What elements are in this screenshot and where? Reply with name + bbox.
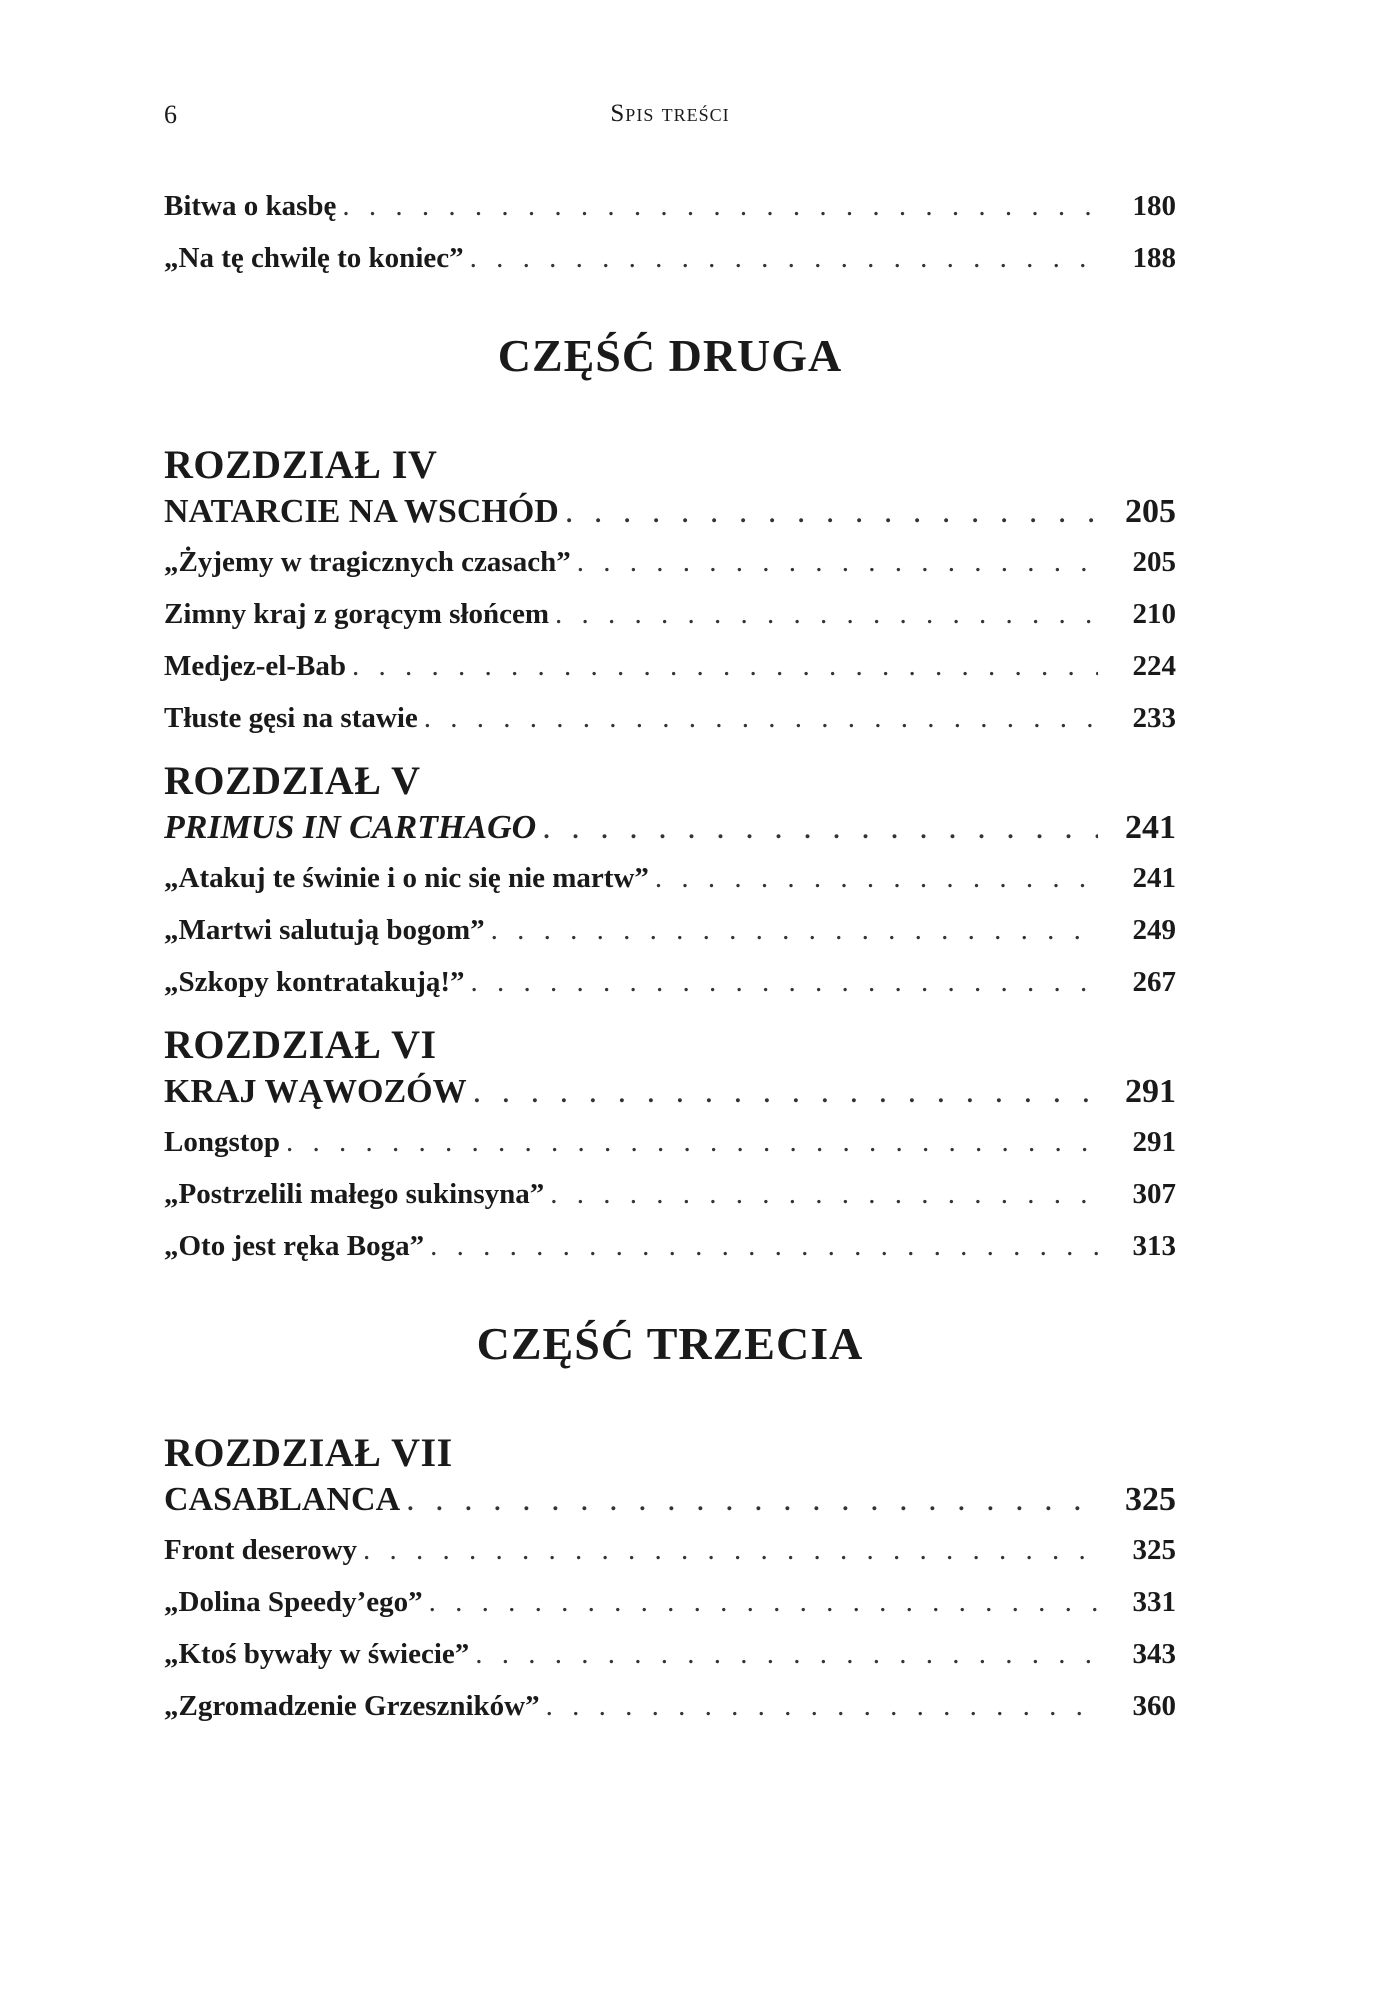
chapter-title-entry[interactable]	[164, 804, 1176, 852]
entry-title: „Atakuj te świnie i o nic się nie martw”	[164, 862, 649, 894]
toc-entry[interactable]	[164, 1220, 1176, 1272]
entry-title: Medjez-el-Bab	[164, 650, 346, 682]
chapter-label: ROZDZIAŁ VI	[164, 1022, 437, 1067]
toc-entry[interactable]	[164, 1116, 1176, 1168]
entry-page: 188	[1132, 242, 1176, 274]
running-title: Spis treści	[610, 100, 730, 127]
entry-title: „Oto jest ręka Boga”	[164, 1230, 425, 1262]
chapter-label: ROZDZIAŁ VII	[164, 1430, 453, 1475]
entry-title: „Zgromadzenie Grzeszników”	[164, 1690, 540, 1722]
entry-page: 343	[1132, 1638, 1176, 1670]
entry-title: „Żyjemy w tragicznych czasach”	[164, 546, 571, 578]
dot-leader	[470, 232, 1098, 284]
toc-entry[interactable]	[164, 1576, 1176, 1628]
running-head	[164, 100, 1176, 140]
entry-page: 233	[1132, 702, 1176, 734]
toc-entry[interactable]	[164, 536, 1176, 588]
table-of-contents	[164, 180, 1176, 1732]
entry-title: „Ktoś bywały w świecie”	[164, 1638, 470, 1670]
dot-leader	[406, 1476, 1098, 1524]
entry-title: Bitwa o kasbę	[164, 190, 337, 222]
toc-entry[interactable]	[164, 1524, 1176, 1576]
dot-leader	[352, 640, 1098, 692]
toc-entry[interactable]	[164, 1628, 1176, 1680]
part-heading: CZĘŚĆ TRZECIA	[476, 1318, 864, 1369]
entry-page: 291	[1125, 1073, 1176, 1110]
entry-page: 205	[1125, 493, 1176, 530]
chapter-title-entry[interactable]	[164, 1476, 1176, 1524]
toc-entry[interactable]	[164, 852, 1176, 904]
entry-page: 313	[1132, 1230, 1176, 1262]
entry-page: 291	[1132, 1126, 1176, 1158]
dot-leader	[565, 488, 1098, 536]
dot-leader	[430, 1220, 1098, 1272]
toc-entry[interactable]	[164, 692, 1176, 744]
entry-title: „Dolina Speedy’ego”	[164, 1586, 423, 1618]
entry-page: 241	[1132, 862, 1176, 894]
dot-leader	[424, 692, 1098, 744]
dot-leader	[473, 1068, 1098, 1116]
entry-page: 360	[1132, 1690, 1176, 1722]
entry-title: „Na tę chwilę to koniec”	[164, 242, 464, 274]
entry-title: „Postrzelili małego sukinsyna”	[164, 1178, 545, 1210]
entry-title: Zimny kraj z gorącym słońcem	[164, 598, 549, 630]
dot-leader	[577, 536, 1098, 588]
entry-page: 241	[1125, 809, 1176, 846]
entry-title: „Szkopy kontratakują!”	[164, 966, 465, 998]
entry-page: 307	[1132, 1178, 1176, 1210]
entry-page: 249	[1132, 914, 1176, 946]
dot-leader	[550, 1168, 1098, 1220]
chapter-title: CASABLANCA	[164, 1481, 401, 1518]
toc-entry[interactable]	[164, 904, 1176, 956]
entry-page: 267	[1132, 966, 1176, 998]
toc-entry[interactable]	[164, 956, 1176, 1008]
entry-title: Tłuste gęsi na stawie	[164, 702, 418, 734]
entry-page: 180	[1132, 190, 1176, 222]
chapter-label: ROZDZIAŁ IV	[164, 442, 438, 487]
dot-leader	[286, 1116, 1098, 1168]
chapter-title: KRAJ WĄWOZÓW	[164, 1073, 467, 1110]
toc-entry[interactable]	[164, 640, 1176, 692]
entry-title: Front deserowy	[164, 1534, 358, 1566]
dot-leader	[429, 1576, 1098, 1628]
dot-leader	[542, 804, 1098, 852]
dot-leader	[555, 588, 1098, 640]
dot-leader	[475, 1628, 1098, 1680]
entry-page: 325	[1132, 1534, 1176, 1566]
dot-leader	[491, 904, 1098, 956]
toc-entry[interactable]	[164, 180, 1176, 232]
chapter-title: PRIMUS IN CARTHAGO	[164, 809, 537, 846]
dot-leader	[363, 1524, 1098, 1576]
dot-leader	[546, 1680, 1098, 1732]
toc-entry[interactable]	[164, 1168, 1176, 1220]
dot-leader	[471, 956, 1098, 1008]
chapter-title-entry[interactable]	[164, 488, 1176, 536]
entry-title: Longstop	[164, 1126, 281, 1158]
entry-page: 224	[1132, 650, 1176, 682]
entry-page: 210	[1132, 598, 1176, 630]
dot-leader	[342, 180, 1098, 232]
toc-entry[interactable]	[164, 588, 1176, 640]
entry-title: „Martwi salutują bogom”	[164, 914, 485, 946]
toc-entry[interactable]	[164, 1680, 1176, 1732]
dot-leader	[655, 852, 1098, 904]
part-heading: CZĘŚĆ DRUGA	[497, 330, 843, 381]
page-number: 6	[164, 100, 177, 129]
chapter-title-entry[interactable]	[164, 1068, 1176, 1116]
entry-page: 331	[1132, 1586, 1176, 1618]
chapter-title: NATARCIE NA WSCHÓD	[164, 493, 559, 530]
toc-entry[interactable]	[164, 232, 1176, 284]
entry-page: 205	[1132, 546, 1176, 578]
chapter-label: ROZDZIAŁ V	[164, 758, 421, 803]
entry-page: 325	[1125, 1481, 1176, 1518]
